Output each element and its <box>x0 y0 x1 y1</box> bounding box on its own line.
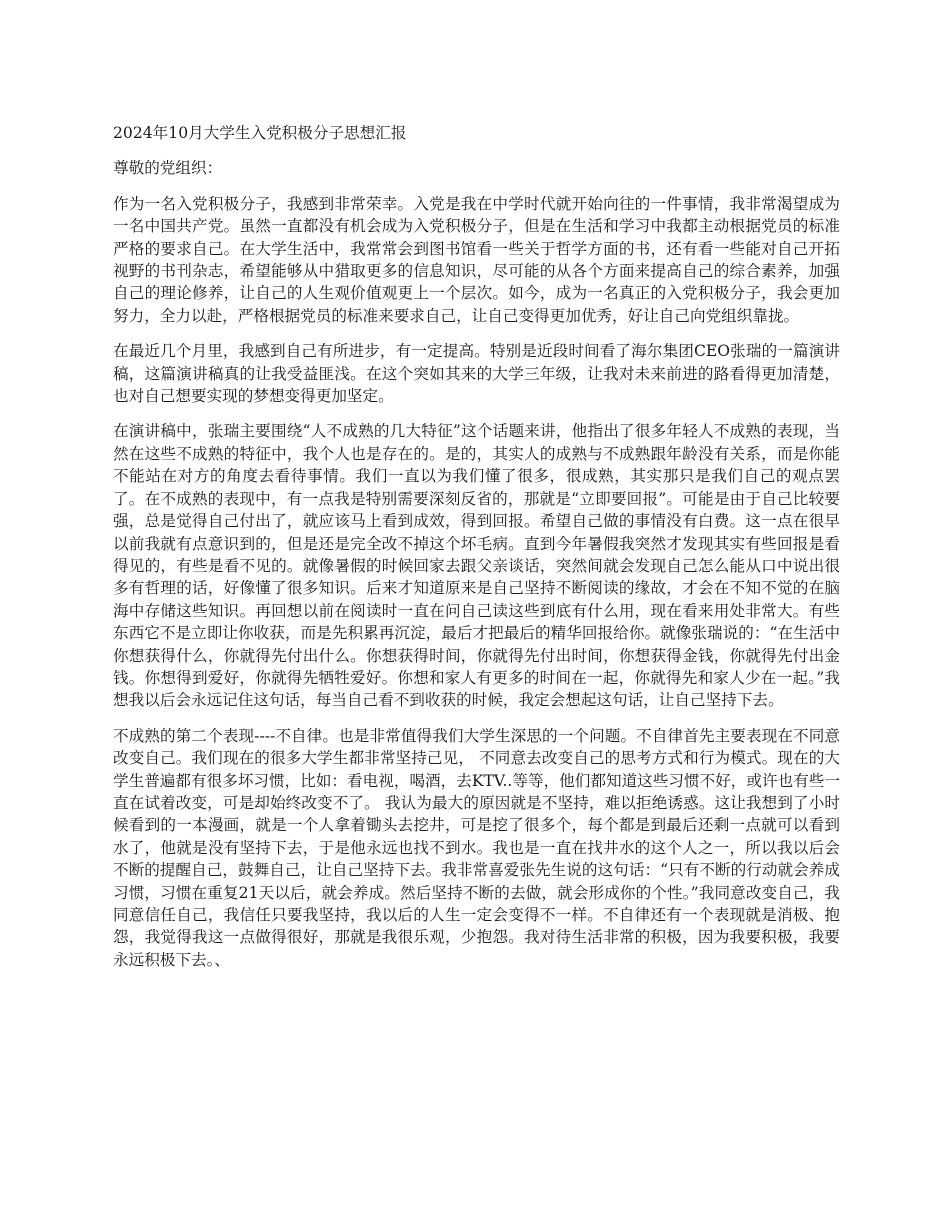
paragraph-2: 在最近几个月里，我感到自己有所进步，有一定提高。特别是近段时间看了海尔集团CEO张瑞的一篇演讲稿，这篇演讲稿真的让我受益匪浅。在这个突如其来的大学三年级，让我对未来前进的路看得更加清楚，也对自己想要实现的梦想变得更加坚定。 <box>113 342 840 406</box>
paragraph-1: 作为一名入党积极分子，我感到非常荣幸。入党是我在中学时代就开始向往的一件事情，我非常渴望成为一名中国共产党。虽然一直都没有机会成为入党积极分子，但是在生活和学习中我都主动根据党员的标准严格的要求自己。在大学生活中，我常常会到图书馆看一些关于哲学方面的书，还有看一些能对自己开拓视野的书刊杂志，希望能够从中猎取更多的信息知识，尽可能的从各个方面来提高自己的综合素养，加强自己的理论修养，让自己的人生观价值观更上一个层次。如今，成为一名真正的入党积极分子，我会更加努力，全力以赴，严格根据党员的标准来要求自己，让自己变得更加优秀，好让自己向党组织靠拢。 <box>113 194 840 325</box>
document-page <box>113 122 840 984</box>
paragraph-3: 在演讲稿中，张瑞主要围绕“人不成熟的几大特征”这个话题来讲，他指出了很多年轻人不成熟的表现，当然在这些不成熟的特征中，我个人也是存在的。是的，其实人的成熟与不成熟跟年龄没有关系，而是你能不能站在对方的角度去看待事情。我们一直以为我们懂了很多，很成熟，其实那只是我们自己的观点罢了。在不成熟的表现中，有一点我是特别需要深刻反省的，那就是“立即要回报”。可能是由于自己比较要强，总是觉得自己付出了，就应该马上看到成效，得到回报。希望自己做的事情没有白费。这一点在很早以前我就有点意识到的，但是还是完全改不掉这个坏毛病。直到今年暑假我突然才发现其实有些回报是看得见的，有些是看不见的。就像暑假的时候回家去跟父亲谈话，突然间就会发现自己怎么能从口中说出很多有哲理的话，好像懂了很多知识。后来才知道原来是自己坚持不断阅读的缘故，才会在不知不觉的在脑海中存储这些知识。再回想以前在阅读时一直在问自己读这些到底有什么用，现在看来用处非常大。有些东西它不是立即让你收获，而是先积累再沉淀，最后才把最后的精华回报给你。就像张瑞说的：“在生活中你想获得什么，你就得先付出什么。你想获得时间，你就得先付出时间，你想获得金钱，你就得先付出金钱。你想得到爱好，你就得先牺牲爱好。你想和家人有更多的时间在一起，你就得先和家人少在一起。”我想我以后会永远记住这句话，每当自己看不到收获的时候，我定会想起这句话，让自己坚持下去。 <box>113 422 840 710</box>
document-title: 2024年10月大学生入党积极分子思想汇报 <box>113 124 407 142</box>
salutation: 尊敬的党组织： <box>113 159 223 178</box>
paragraph-4: 不成熟的第二个表现----不自律。也是非常值得我们大学生深思的一个问题。不自律首先主要表现在不同意改变自己。我们现在的很多大学生都非常坚持己见， 不同意去改变自己的思考方式和行为模式。现在的大学生普遍都有很多坏习惯，比如：看电视，喝酒，去KTV..等等，他们都知道这些习惯不好，或许也有些一直在试着改变，可是却始终改变不了。 我认为最大的原因就是不坚持，难以拒绝诱惑。这让我想到了小时候看到的一本漫画，就是一个人拿着锄头去挖井，可是挖了很多个，每个都是到最后还剩一点就可以看到水了，他就是没有坚持下去，于是他永远也找不到水。我也是一直在找井水的这个人之一，所以我以后会不断的提醒自己，鼓舞自己，让自己坚持下去。我非常喜爱张先生说的这句话：“只有不断的行动就会养成习惯，习惯在重复21天以后，就会养成。然后坚持不断的去做，就会形成你的个性。”我同意改变自己，我同意信任自己，我信任只要我坚持，我以后的人生一定会变得不一样。不自律还有一个表现就是消极、抱怨，我觉得我这一点做得很好，那就是我很乐观，少抱怨。我对待生活非常的积极，因为我要积极，我要永远积极下去。、 <box>113 726 840 969</box>
